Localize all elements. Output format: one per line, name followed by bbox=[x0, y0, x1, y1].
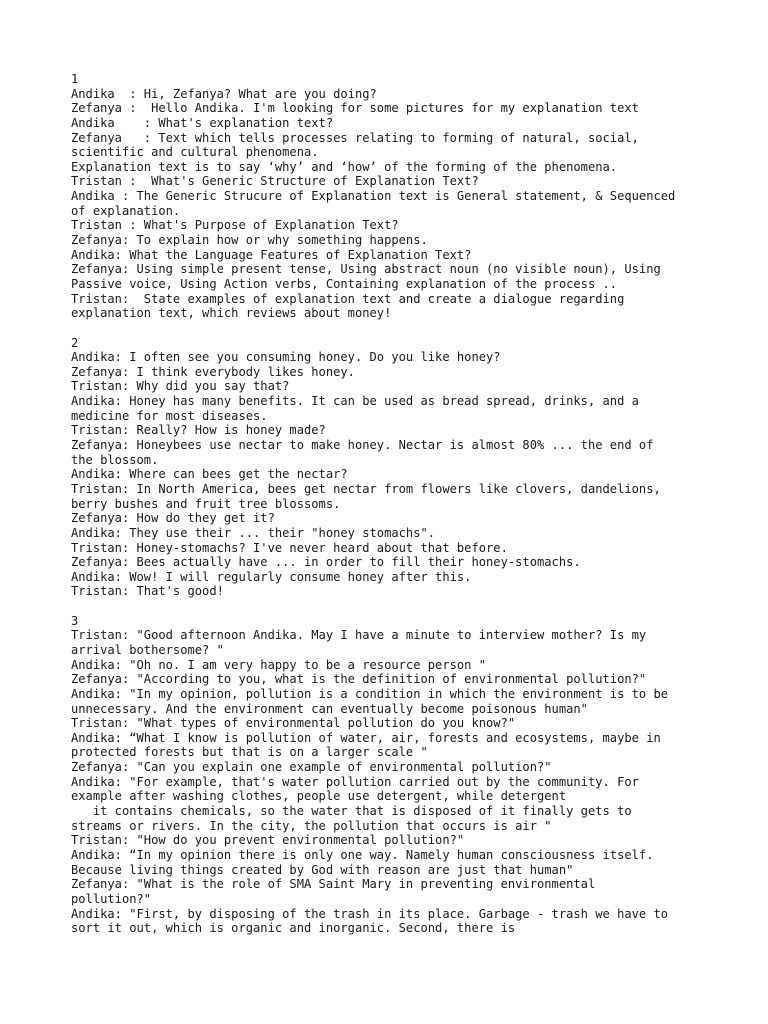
dialogue-line: Zefanya: How do they get it? bbox=[71, 511, 275, 526]
dialogue-line: explanation text, which reviews about money! bbox=[71, 306, 392, 321]
dialogue-line: Andika: "Oh no. I am very happy to be a resource person " bbox=[71, 657, 487, 672]
dialogue-line: Zefanya: To explain how or why something happens. bbox=[71, 233, 428, 248]
dialogue-line: Andika : The Generic Strucure of Explanation text is General statement, & Sequenced bbox=[71, 189, 676, 204]
section-number: 1 bbox=[71, 72, 79, 86]
dialogue-line: it contains chemicals, so the water that is disposed of it finally gets to bbox=[71, 804, 632, 819]
dialogue-line: Zefanya: "Can you explain one example of environmental pollution?" bbox=[71, 760, 552, 775]
dialogue-line: Zefanya: Bees actually have ... in order to fill their honey-stomachs. bbox=[71, 555, 581, 570]
dialogue-line: Zefanya : Text which tells processes relating to forming of natural, social, bbox=[71, 130, 639, 145]
dialogue-line: Andika: Wow! I will regularly consume honey after this. bbox=[71, 569, 472, 584]
dialogue-line: Andika: Where can bees get the nectar? bbox=[71, 467, 348, 482]
dialogue-line: example after washing clothes, people use detergent, while detergent bbox=[71, 789, 567, 804]
dialogue-line: Andika: They use their ... their "honey stomachs". bbox=[71, 525, 436, 540]
dialogue-line: Andika : Hi, Zefanya? What are you doing? bbox=[71, 86, 377, 101]
dialogue-line: Zefanya : Hello Andika. I'm looking for some pictures for my explanation text bbox=[71, 101, 639, 116]
dialogue-line: the blossom. bbox=[71, 452, 159, 467]
dialogue-line: berry bushes and fruit tree blossoms. bbox=[71, 496, 341, 511]
dialogue-line: Zefanya: "According to you, what is the definition of environmental pollution?" bbox=[71, 672, 647, 687]
dialogue-line: Andika: I often see you consuming honey. Do you like honey? bbox=[71, 350, 501, 365]
dialogue-line: Tristan: "How do you prevent environmental pollution?" bbox=[71, 833, 465, 848]
dialogue-section-2 bbox=[71, 336, 731, 600]
dialogue-line: Tristan : What's Purpose of Explanation Text? bbox=[71, 218, 399, 233]
dialogue-line: sort it out, which is organic and inorganic. Second, there is bbox=[71, 921, 516, 936]
dialogue-line: scientific and cultural phenomena. bbox=[71, 145, 319, 160]
dialogue-line: medicine for most diseases. bbox=[71, 408, 268, 423]
dialogue-line: Tristan: "What types of environmental pollution do you know?" bbox=[71, 716, 516, 731]
dialogue-line: streams or rivers. In the city, the pollution that occurs is air " bbox=[71, 818, 552, 833]
dialogue-line: pollution?" bbox=[71, 891, 152, 906]
dialogue-line: Tristan: That's good! bbox=[71, 584, 224, 599]
section-number: 2 bbox=[71, 335, 79, 350]
dialogue-sections bbox=[71, 72, 731, 936]
section-number: 3 bbox=[71, 613, 79, 628]
dialogue-line: Andika : What's explanation text? bbox=[71, 115, 334, 130]
dialogue-line: arrival bothersome? " bbox=[71, 642, 224, 657]
dialogue-line: Tristan: State examples of explanation text and create a dialogue regarding bbox=[71, 291, 625, 306]
dialogue-line: Andika: What the Language Features of Explanation Text? bbox=[71, 247, 472, 262]
dialogue-line: unnecessary. And the environment can eventually become poisonous human" bbox=[71, 701, 588, 716]
dialogue-line: Explanation text is to say ‘why’ and ‘how’ of the forming of the phenomena. bbox=[71, 159, 618, 174]
dialogue-line: Tristan: In North America, bees get nectar from flowers like clovers, dandelions, bbox=[71, 481, 661, 496]
dialogue-line: Tristan: "Good afternoon Andika. May I have a minute to interview mother? Is my bbox=[71, 628, 647, 643]
dialogue-line: Tristan: Really? How is honey made? bbox=[71, 423, 326, 438]
dialogue-line: Tristan : What's Generic Structure of Explanation Text? bbox=[71, 174, 479, 189]
dialogue-line: Andika: “What I know is pollution of water, air, forests and ecosystems, maybe in bbox=[71, 730, 661, 745]
dialogue-line: Zefanya: "What is the role of SMA Saint Mary in preventing environmental bbox=[71, 877, 596, 892]
dialogue-section-3 bbox=[71, 614, 731, 936]
dialogue-line: Andika: "In my opinion, pollution is a condition in which the environment is to be bbox=[71, 686, 669, 701]
dialogue-line: Zefanya: I think everybody likes honey. bbox=[71, 364, 355, 379]
dialogue-line: Tristan: Honey-stomachs? I've never heard about that before. bbox=[71, 540, 508, 555]
dialogue-line: Andika: "First, by disposing of the trash in its place. Garbage - trash we have to bbox=[71, 906, 669, 921]
dialogue-line: Zefanya: Honeybees use nectar to make honey. Nectar is almost 80% ... the end of bbox=[71, 438, 654, 453]
dialogue-line: of explanation. bbox=[71, 203, 181, 218]
dialogue-line: Zefanya: Using simple present tense, Using abstract noun (no visible noun), Using bbox=[71, 262, 661, 277]
dialogue-section-1 bbox=[71, 72, 731, 321]
dialogue-line: Passive voice, Using Action verbs, Containing explanation of the process .. bbox=[71, 276, 618, 291]
dialogue-line: Andika: "For example, that's water pollution carried out by the community. For bbox=[71, 774, 639, 789]
dialogue-line: Andika: “In my opinion there is only one way. Namely human consciousness itself. bbox=[71, 847, 654, 862]
document-page bbox=[71, 72, 731, 936]
dialogue-line: Tristan: Why did you say that? bbox=[71, 379, 290, 394]
dialogue-line: Because living things created by God with reason are just that human" bbox=[71, 862, 574, 877]
dialogue-line: Andika: Honey has many benefits. It can be used as bread spread, drinks, and a bbox=[71, 394, 639, 409]
dialogue-line: protected forests but that is on a larger scale " bbox=[71, 745, 428, 760]
